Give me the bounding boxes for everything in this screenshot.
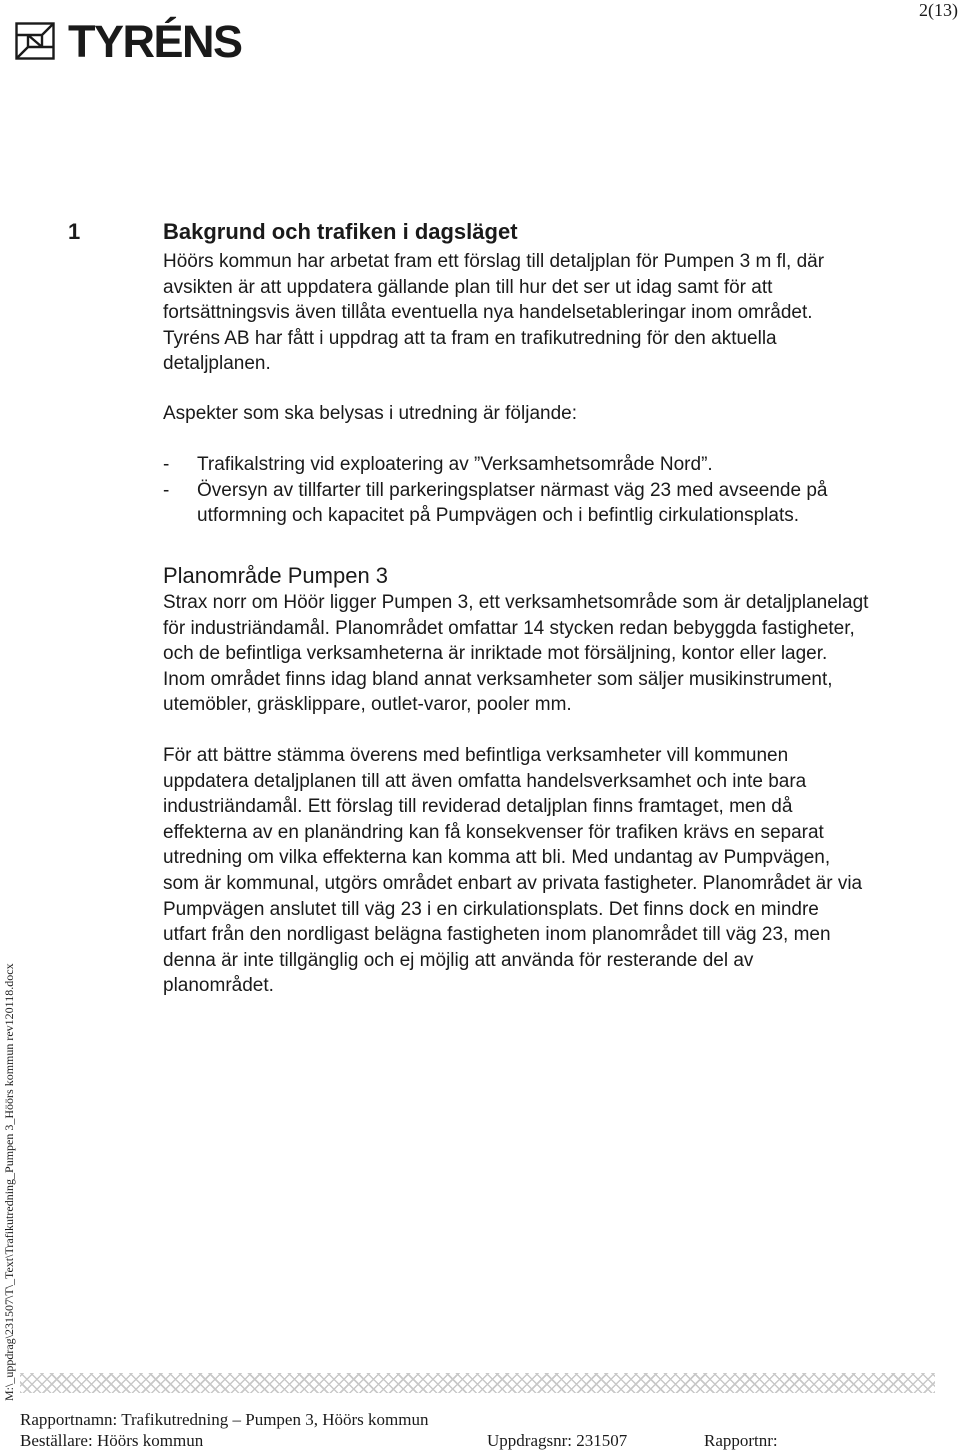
footer-value: Trafikutredning – Pumpen 3, Höörs kommun — [121, 1410, 429, 1429]
footer-report-number — [704, 1431, 778, 1450]
paragraph-line: för industriändamål. Planområdet omfattar 14 stycken redan bebyggda fastigheter, — [163, 617, 855, 639]
list-item-line: utformning och kapacitet på Pumpvägen och i befintlig cirkulationsplats. — [197, 505, 800, 527]
subsection-title: Planområde Pumpen 3 — [163, 563, 389, 588]
footer-report-name — [20, 1410, 428, 1429]
section-number: 1 — [68, 219, 81, 244]
logo-wordmark: TYRÉNS — [68, 16, 242, 67]
list-item — [163, 452, 827, 478]
footer-pattern-band — [20, 1373, 935, 1393]
paragraph — [163, 743, 862, 999]
footer-label: Beställare: — [20, 1431, 93, 1450]
paragraph-line: utemöbler, gräsklippare, outlet-varor, pooler mm. — [163, 694, 572, 716]
paragraph-line: För att bättre stämma överens med befintliga verksamheter vill kommunen — [163, 745, 789, 766]
list-item — [163, 478, 827, 529]
footer-label: Rapportnamn: — [20, 1410, 118, 1429]
list-item-line: Trafikalstring vid exploatering av ”Verksamhetsområde Nord”. — [197, 454, 713, 475]
paragraph-line: avsikten är att uppdatera gällande plan till hur det ser ut idag samt för att — [163, 276, 773, 298]
paragraph-line: effekterna av en planändring kan få konsekvenser för trafiken krävs en separat — [163, 821, 824, 843]
footer-assignment-number — [487, 1431, 627, 1450]
paragraph-line: fortsättningsvis även tillåta eventuella nya handelsetableringar inom området. — [163, 302, 813, 324]
aspects-intro — [163, 401, 577, 427]
file-path-sidebar: M:\_uppdrag\231507\T\_Text\Trafikutredning_Pumpen 3_Höörs kommun rev120118.docx — [2, 963, 16, 1401]
paragraph-line: utfart från den nordligast belägna fastigheten inom planområdet till väg 23, men — [163, 924, 831, 946]
paragraph-line: Höörs kommun har arbetat fram ett förslag till detaljplan för Pumpen 3 m fl, där — [163, 251, 825, 272]
tyrens-logo-icon — [15, 22, 55, 60]
footer-value: Höörs kommun — [96, 1431, 204, 1450]
paragraph-line: och de befintliga verksamheterna är inriktade mot försäljning, kontor eller lager. — [163, 643, 828, 665]
section-title: Bakgrund och trafiken i dagsläget — [163, 219, 518, 244]
paragraph-line: industriändamål. Ett förslag till reviderad detaljplan finns framtaget, men då — [163, 796, 793, 818]
paragraph-line: denna är inte tillgänglig och ej möjlig att använda för resterande del av — [163, 949, 754, 971]
footer-client — [20, 1431, 203, 1450]
paragraph-line: Strax norr om Höör ligger Pumpen 3, ett verksamhetsområde som är detaljplanelagt — [163, 592, 869, 613]
list-item-line: Översyn av tillfarter till parkeringsplatser närmast väg 23 med avseende på — [197, 479, 828, 501]
paragraph-line: Tyréns AB har fått i uppdrag att ta fram en trafikutredning för den aktuella — [163, 327, 777, 349]
paragraph-line: som är kommunal, utgörs området enbart av privata fastigheter. Planområdet är via — [163, 872, 863, 894]
paragraph-line: Pumpvägen anslutet till väg 23 i en cirkulationsplats. Det finns dock en mindre — [163, 898, 819, 920]
paragraph-line: Aspekter som ska belysas i utredning är följande: — [163, 403, 577, 424]
intro-paragraph — [163, 249, 824, 377]
paragraph-line: uppdatera detaljplanen till att även omfatta handelsverksamhet och inte bara — [163, 770, 807, 792]
paragraph-line: utredning om vilka effekterna kan komma att bli. Med undantag av Pumpvägen, — [163, 847, 831, 869]
list-marker: - — [163, 454, 170, 475]
footer-label: Uppdragsnr: — [487, 1431, 572, 1450]
aspects-list — [163, 452, 827, 529]
paragraph — [163, 590, 868, 718]
page-number: 2(13) — [919, 0, 958, 20]
paragraph-line: planområdet. — [163, 975, 274, 997]
paragraph-line: detaljplanen. — [163, 353, 271, 375]
footer-label: Rapportnr: — [704, 1431, 778, 1450]
list-marker: - — [163, 479, 170, 501]
footer-value: 231507 — [576, 1431, 628, 1450]
paragraph-line: Inom området finns idag bland annat verksamheter som säljer musikinstrument, — [163, 668, 833, 690]
